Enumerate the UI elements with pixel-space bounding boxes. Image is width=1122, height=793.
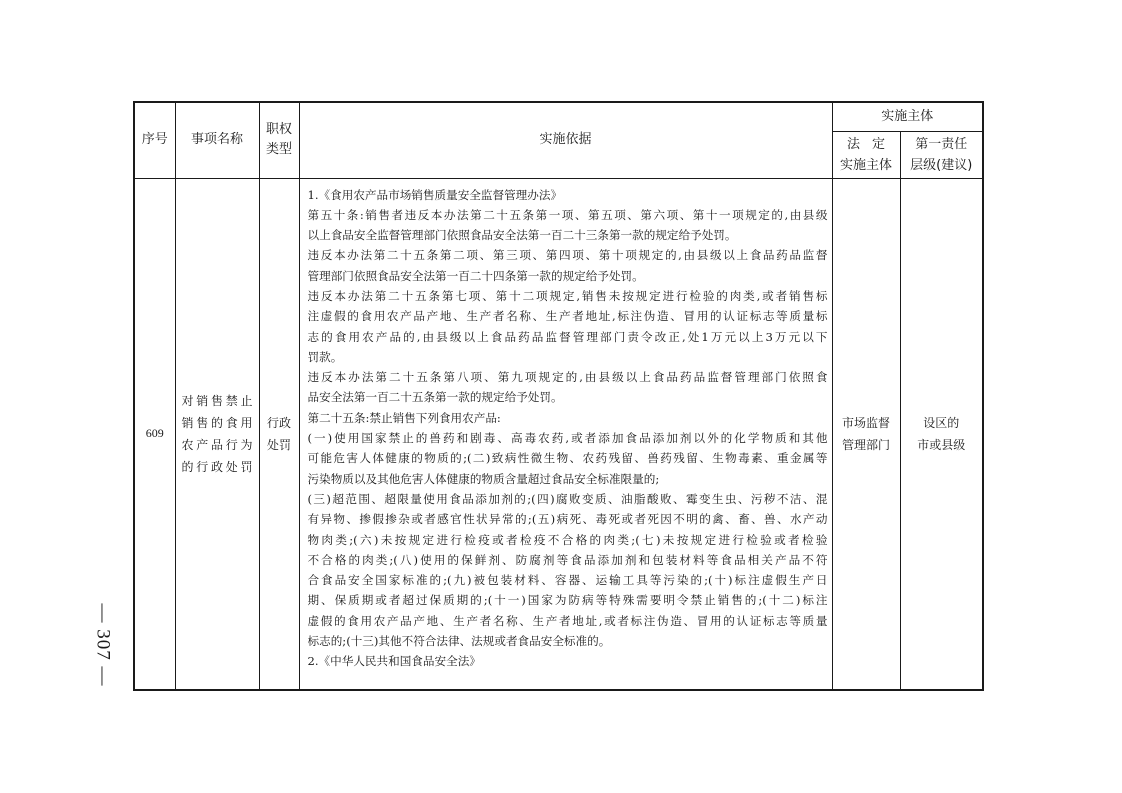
legal-subject-line: 管理部门 [841,437,890,452]
basis-line: 物肉类;(六)未按规定进行检疫或者检疫不合格的肉类;(七)未按规定进行检验或者检验 [307,532,828,547]
row-power-type [259,178,299,690]
header-power-type [259,102,299,178]
power-type-line: 处罚 [266,437,291,452]
row-seq: 609 [134,178,175,690]
page-number-text: — 307 — [92,603,113,687]
basis-line: 1.《食用农产品市场销售质量安全监督管理办法》 [307,187,563,202]
basis-line: 有异物、掺假掺杂或者感官性状异常的;(五)病死、毒死或者死因不明的禽、畜、兽、水产动 [307,512,828,527]
header-subject-group: 实施主体 [832,102,983,131]
header-basis: 实施依据 [299,102,832,178]
responsibility-table [133,101,984,691]
legal-subject-line: 市场监督 [841,415,890,430]
basis-line: 管理部门依照食品安全法第一百二十四条第一款的规定给予处罚。 [307,268,644,283]
basis-line: 虚假的食用农产品产地、生产者名称、生产者地址,或者标注伪造、冒用的认证标志等质量 [307,613,828,628]
row-legal-subject [832,178,900,690]
header-legal-subject [832,131,900,178]
basis-line: 标志的;(十三)其他不符合法律、法规或者食品安全标准的。 [307,634,611,649]
basis-line: 注虚假的食用农产品产地、生产者名称、生产者地址,标注伪造、冒用的认证标志等质量标 [307,309,828,324]
header-first-resp-line1: 第一责任 [915,136,968,152]
basis-line: 违反本办法第二十五条第七项、第十二项规定,销售未按规定进行检验的肉类,或者销售标 [307,288,828,303]
basis-line: 第二十五条:禁止销售下列食用农产品: [307,410,501,425]
header-power-type-line2: 类型 [265,142,292,158]
header-first-resp-line2: 层级(建议) [910,157,973,173]
header-power-type-line1: 职权 [265,122,292,138]
row-item-name [175,178,259,690]
basis-line: 期、保质期或者超过保质期的;(十一)国家为防病等特殊需要明令禁止销售的;(十二)标注 [307,593,828,608]
basis-line: 污染物质以及其他危害人体健康的物质含量超过食品安全标准限量的; [307,471,660,486]
header-legal-subject-line2: 实施主体 [839,157,892,173]
basis-line: 违反本办法第二十五条第二项、第三项、第四项、第十项规定的,由县级以上食品药品监督 [307,248,828,263]
item-name-line: 销售的食用 [181,415,253,430]
power-type-line: 行政 [266,415,291,430]
basis-line: 以上食品安全监督管理部门依照食品安全法第一百二十三条第一款的规定给予处罚。 [307,228,737,243]
basis-line: 合食品安全国家标准的;(九)被包装材料、容器、运输工具等污染的;(十)标注虚假生产日 [307,573,828,588]
basis-line: 违反本办法第二十五条第八项、第九项规定的,由县级以上食品药品监督管理部门依照食 [307,370,828,385]
row-first-responsibility [900,178,983,690]
item-name-line: 农产品行为 [181,437,253,452]
basis-line: 罚款。 [307,349,343,364]
first-resp-line: 设区的 [923,415,960,430]
page-number [82,585,122,705]
first-resp-line: 市或县级 [917,437,966,452]
basis-line: (一)使用国家禁止的兽药和剧毒、高毒农药,或者添加食品添加剂以外的化学物质和其他 [307,431,828,446]
basis-line: 2.《中华人民共和国食品安全法》 [307,654,481,669]
basis-line: 不合格的肉类;(八)使用的保鲜剂、防腐剂等食品添加剂和包装材料等食品相关产品不符 [307,552,828,567]
row-basis [299,178,832,690]
header-item-name: 事项名称 [175,102,259,178]
header-legal-subject-line1: 法定 [846,136,897,152]
basis-text [308,185,828,672]
basis-line: (三)超范围、超限量使用食品添加剂的;(四)腐败变质、油脂酸败、霉变生虫、污秽不洁、混 [307,491,828,506]
item-name-line: 的行政处罚 [181,459,253,474]
table-row [134,178,983,690]
basis-line: 志的食用农产品的,由县级以上食品药品监督管理部门责令改正,处1万元以上3万元以下 [307,329,828,344]
basis-line: 第五十条:销售者违反本办法第二十五条第一项、第五项、第六项、第十一项规定的,由县级 [307,207,828,222]
basis-line: 可能危害人体健康的物质的;(二)致病性微生物、农药残留、兽药残留、生物毒素、重金属等 [307,451,828,466]
header-seq: 序号 [134,102,175,178]
item-name-line: 对销售禁止 [181,393,253,408]
header-first-responsibility [900,131,983,178]
basis-line: 品安全法第一百二十五条第一款的规定给予处罚。 [307,390,563,405]
